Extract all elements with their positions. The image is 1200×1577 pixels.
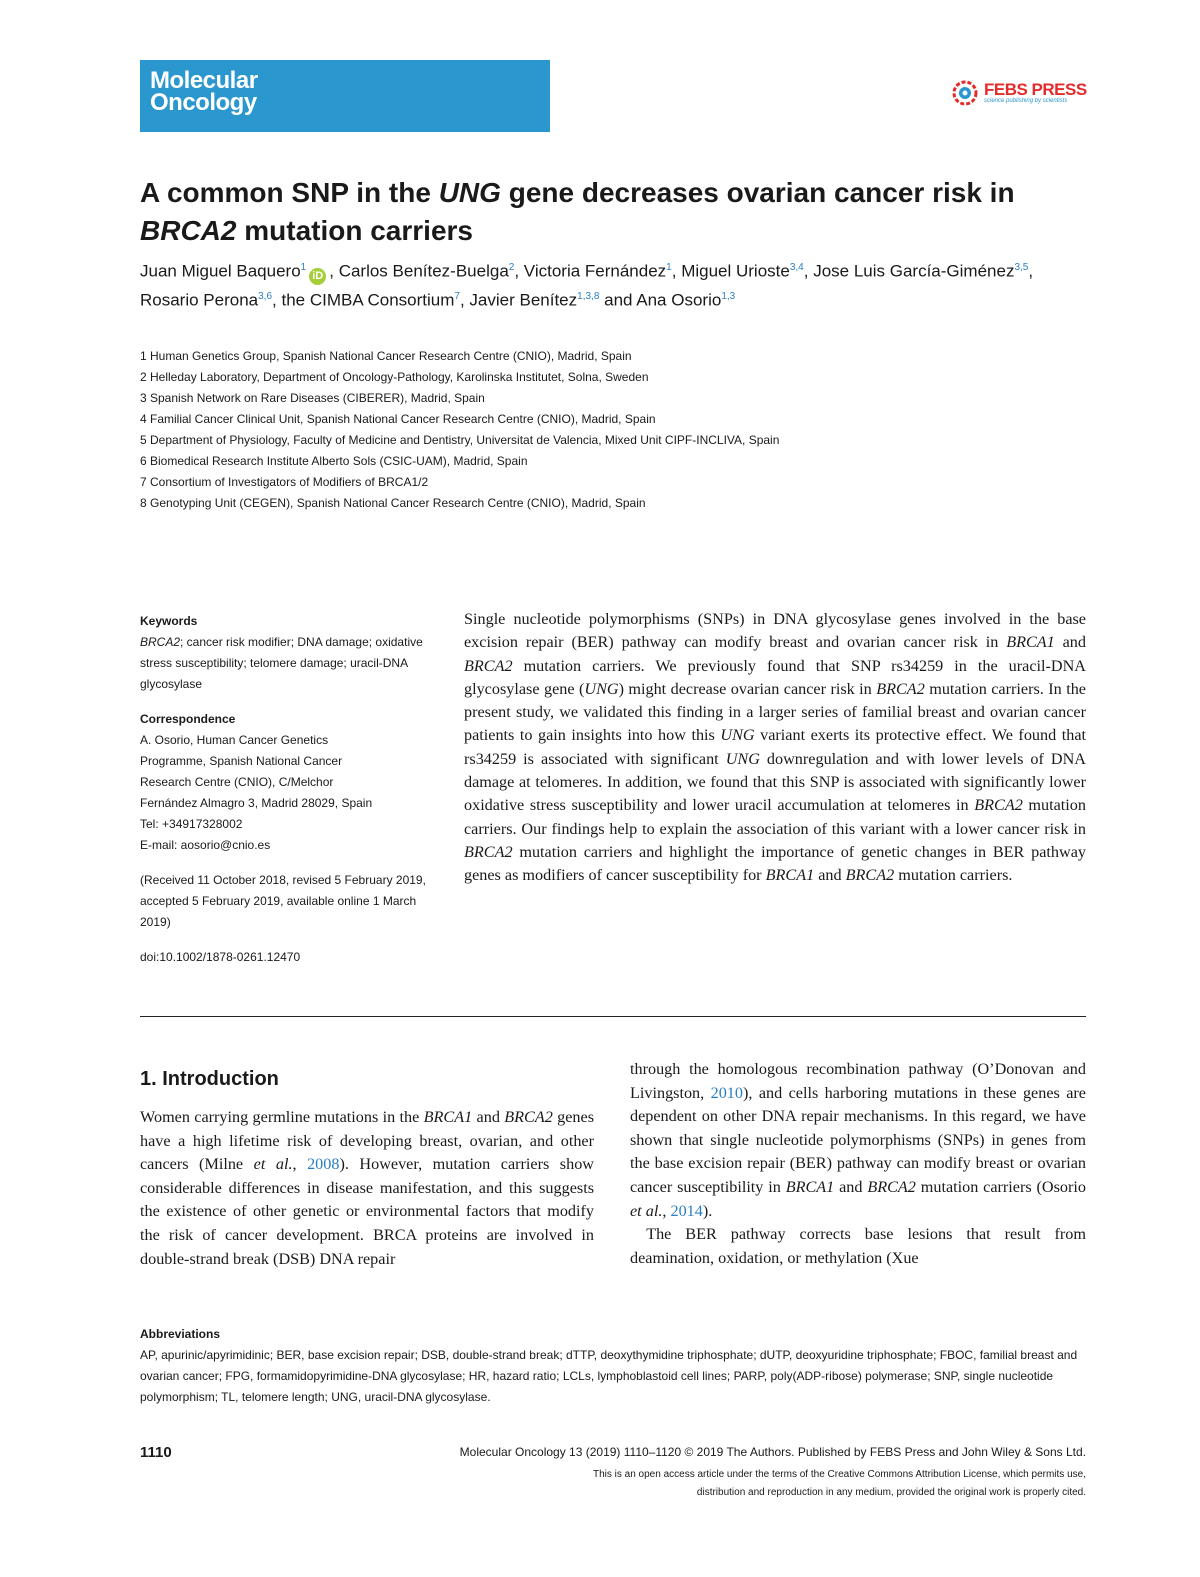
author-separator: and [599,290,637,310]
orcid-icon[interactable]: iD [309,268,326,285]
intro-column-1 [140,1106,594,1271]
license-line[interactable]: This is an open access article under the terms of the Creative Commons Attribution License, which permits use, [592,1469,1086,1480]
italic-term: BRCA2 [974,796,1023,815]
affiliation-item: 5 Department of Physiology, Faculty of Medicine and Dentistry, Universitat de Valencia, Mixed Unit CIPF-INCLIVA, Spain [140,433,780,447]
author-name[interactable]: Miguel Urioste [681,261,790,281]
author-separator: , [514,261,524,281]
italic-term: UNG [725,749,760,768]
journal-name-line2: Oncology [150,89,257,116]
italic-term: BRCA1 [765,866,815,885]
author-separator: , [803,261,814,281]
title-text: A common SNP in the [140,177,439,208]
text-run: variant exerts its protective effect. We found that rs34259 is associated with significant [464,726,1086,768]
title-text: gene decreases ovarian cancer risk in [500,177,1015,208]
author-name[interactable]: Ana Osorio [636,290,722,310]
received-dates: (Received 11 October 2018, revised 5 February 2019, accepted 5 February 2019, available online 1 March 2019) [140,873,426,929]
citation-link[interactable]: 2010 [710,1083,743,1102]
author-separator: , [459,290,470,310]
keywords-text [140,632,440,695]
affiliation-item: 3 Spanish Network on Rare Diseases (CIBERER), Madrid, Spain [140,391,485,405]
text-run: ). However, mutation carriers show considerable differences in disease manifestation, and this suggests the existence of other genetic or environmental factors that modify the risk of cancer development. BRCA proteins are involved in double-strand break (DSB) DNA repair [140,1155,594,1268]
author-name[interactable]: Juan Miguel Baquero [140,261,301,281]
author-name[interactable]: the CIMBA Consortium [281,290,455,310]
author-affiliation-ref[interactable]: 2 [508,262,515,273]
author-affiliation-ref[interactable]: 1,3 [721,290,736,302]
text-run: mutation carriers. In the present study, we validated this finding in a larger series of familial breast and ovarian cancer patients to gain insights into how this [464,679,1086,745]
affiliation-item: 1 Human Genetics Group, Spanish National Cancer Research Centre (CNIO), Madrid, Spain [140,349,632,363]
author-affiliation-ref[interactable]: 3,6 [258,290,273,302]
section-divider [140,1016,1086,1017]
italic-term: BRCA2 [876,679,925,698]
license-line: distribution and reproduction in any medium, provided the original work is properly cited. [696,1487,1086,1498]
abbreviations-block [140,1324,1086,1408]
italic-term: BRCA1 [785,1177,835,1196]
author-name[interactable]: Jose Luis García-Giménez [813,261,1015,281]
correspondence-text [140,730,440,856]
author-affiliation-ref[interactable]: 1 [300,262,307,273]
text-run: ). [702,1201,713,1220]
author-affiliation-ref[interactable]: 7 [454,290,460,302]
page-number: 1110 [140,1444,172,1461]
author-name[interactable]: Carlos Benítez-Buelga [338,261,509,281]
affiliation-item: 7 Consortium of Investigators of Modifiers of BRCA1/2 [140,475,429,489]
keywords-list: ; cancer risk modifier; DNA damage; oxidative stress susceptibility; telomere damage; uracil-DNA glycosylase [140,635,423,691]
text-run: mutation carriers (Osorio [915,1177,1086,1196]
author-name[interactable]: Rosario Perona [140,290,259,310]
affiliation-item: 8 Genotyping Unit (CEGEN), Spanish National Cancer Research Centre (CNIO), Madrid, Spain [140,496,646,510]
affiliation-item: 2 Helleday Laboratory, Department of Oncology-Pathology, Karolinska Institutet, Solna, Sweden [140,370,649,384]
text-run: mutation carriers. Our findings help to explain the association of this variant with a lower cancer risk in [464,796,1086,838]
italic-term: BRCA2 [504,1108,553,1126]
keywords-block [140,611,440,695]
text-run: mutation carriers. [894,866,1013,885]
affiliation-list [140,346,1100,514]
dates-block [140,870,440,933]
title-gene: BRCA2 [140,215,237,246]
citation-link[interactable]: 2014 [670,1201,703,1220]
text-run: and [1054,633,1086,652]
italic-term: BRCA1 [423,1108,473,1126]
text-run: ), and cells harboring mutations in these genes are dependent on other DNA repair mechanisms. In this regard, we have shown that single nucleotide polymorphisms (SNPs) in genes from the base excision repair (BER) pathway can modify breast or ovarian cancer susceptibility in [630,1083,1086,1196]
author-affiliation-ref[interactable]: 3,5 [1014,262,1029,273]
keywords-heading: Keywords [140,614,198,628]
publisher-tagline: science publishing by scientists [984,98,1068,104]
intro-heading: 1. Introduction [140,1068,279,1090]
correspondence-line: Programme, Spanish National Cancer [140,754,343,768]
author-name[interactable]: Javier Benítez [469,290,578,310]
text-run: Women carrying germline mutations in the [140,1108,424,1126]
author-list [140,256,1080,312]
text-run: , [292,1155,308,1174]
text-run: The BER pathway corrects base lesions that result from deamination, oxidation, or methylation (Xue [630,1225,1086,1267]
italic-term: et al. [253,1155,293,1174]
author-separator: , [272,290,282,310]
title-text: mutation carriers [236,215,473,246]
correspondence-block [140,709,440,856]
keyword-gene: BRCA2 [140,635,181,649]
text-run: and [834,1177,868,1196]
author-name[interactable]: Victoria Fernández [523,261,667,281]
text-run: ) might decrease ovarian cancer risk in [618,679,877,698]
correspondence-line: Research Centre (CNIO), C/Melchor [140,775,334,789]
intro-column-2 [630,1058,1086,1270]
italic-term: BRCA2 [464,842,513,861]
doi-link[interactable]: doi:10.1002/1878-0261.12470 [140,950,301,964]
italic-term: BRCA2 [845,866,895,885]
author-separator: , [671,261,682,281]
text-run: , [662,1201,671,1220]
correspondence-heading: Correspondence [140,712,236,726]
febs-emblem-icon [950,78,980,108]
text-run: mutation carriers. We previously found that SNP rs34259 in the uracil-DNA glycosylase gene ( [464,656,1086,698]
affiliation-item: 6 Biomedical Research Institute Alberto Sols (CSIC-UAM), Madrid, Spain [140,454,528,468]
italic-term: UNG [720,726,755,745]
text-run: and [472,1108,505,1126]
journal-banner [140,60,550,132]
author-separator: , [1028,261,1034,281]
correspondence-line: Fernández Almagro 3, Madrid 28029, Spain [140,796,373,810]
affiliation-item: 4 Familial Cancer Clinical Unit, Spanish National Cancer Research Centre (CNIO), Madrid, Spain [140,412,656,426]
text-run: through the homologous recombination pathway (O’Donovan and Livingston, [630,1060,1086,1102]
italic-term: BRCA1 [1006,633,1055,652]
footer-citation: Molecular Oncology 13 (2019) 1110–1120 © 2019 The Authors. Published by FEBS Press and John Wiley & Sons Ltd. [459,1445,1086,1459]
author-affiliation-ref[interactable]: 3,4 [789,262,804,273]
text-run: and [814,866,846,885]
italic-term: UNG [584,679,619,698]
italic-term: BRCA2 [464,656,513,675]
publisher-name: FEBS PRESS [984,80,1087,99]
article-title [140,174,1100,250]
article-info-column [140,611,440,982]
publisher-logo [950,78,1087,108]
correspondence-line[interactable]: E-mail: aosorio@cnio.es [140,838,271,852]
author-affiliation-ref[interactable]: 1,3,8 [577,290,600,302]
author-separator: , [329,261,339,281]
text-run: mutation carriers and highlight the importance of genetic changes in BER pathway genes as modifiers of cancer susceptibility for [464,842,1086,885]
footer-license [466,1466,1086,1502]
correspondence-line: Tel: +34917328002 [140,817,243,831]
abbreviations-text: AP, apurinic/apyrimidinic; BER, base excision repair; DSB, double-strand break; dTTP, deoxythymidine triphosphate; dUTP, deoxyuridine triphosphate; FBOC, familial breast and ovarian cancer; FPG, formamidopyrimidine-DNA glycosylase; HR, hazard ratio; LCLs, lymphoblastoid cell lines; PARP, poly(ADP-ribose) polymerase; SNP, single nucleotide polymorphism; TL, telomere length; UNG, uracil-DNA glycosylase. [140,1348,1078,1404]
author-affiliation-ref[interactable]: 1 [666,262,672,273]
journal-name-line1: Molecular [150,67,258,94]
text-run: genes have a high lifetime risk of developing breast, ovarian, and other cancers (Milne [140,1108,595,1174]
text-run: downregulation and with lower levels of DNA damage at telomeres. In addition, we found that this SNP is associated with significantly lower oxidative stress susceptibility and lower uracil accumulation at telomeres in [464,749,1086,815]
italic-term: et al. [630,1201,663,1220]
italic-term: BRCA2 [867,1177,916,1196]
abbreviations-heading: Abbreviations [140,1327,221,1341]
text-run: Single nucleotide polymorphisms (SNPs) in DNA glycosylase genes involved in the base excision repair (BER) pathway can modify breast and ovarian cancer risk in [464,610,1086,652]
doi-block[interactable] [140,947,440,968]
correspondence-line: A. Osorio, Human Cancer Genetics [140,733,329,747]
title-gene: UNG [438,177,501,208]
citation-link[interactable]: 2008 [307,1155,340,1174]
abstract [464,608,1086,888]
